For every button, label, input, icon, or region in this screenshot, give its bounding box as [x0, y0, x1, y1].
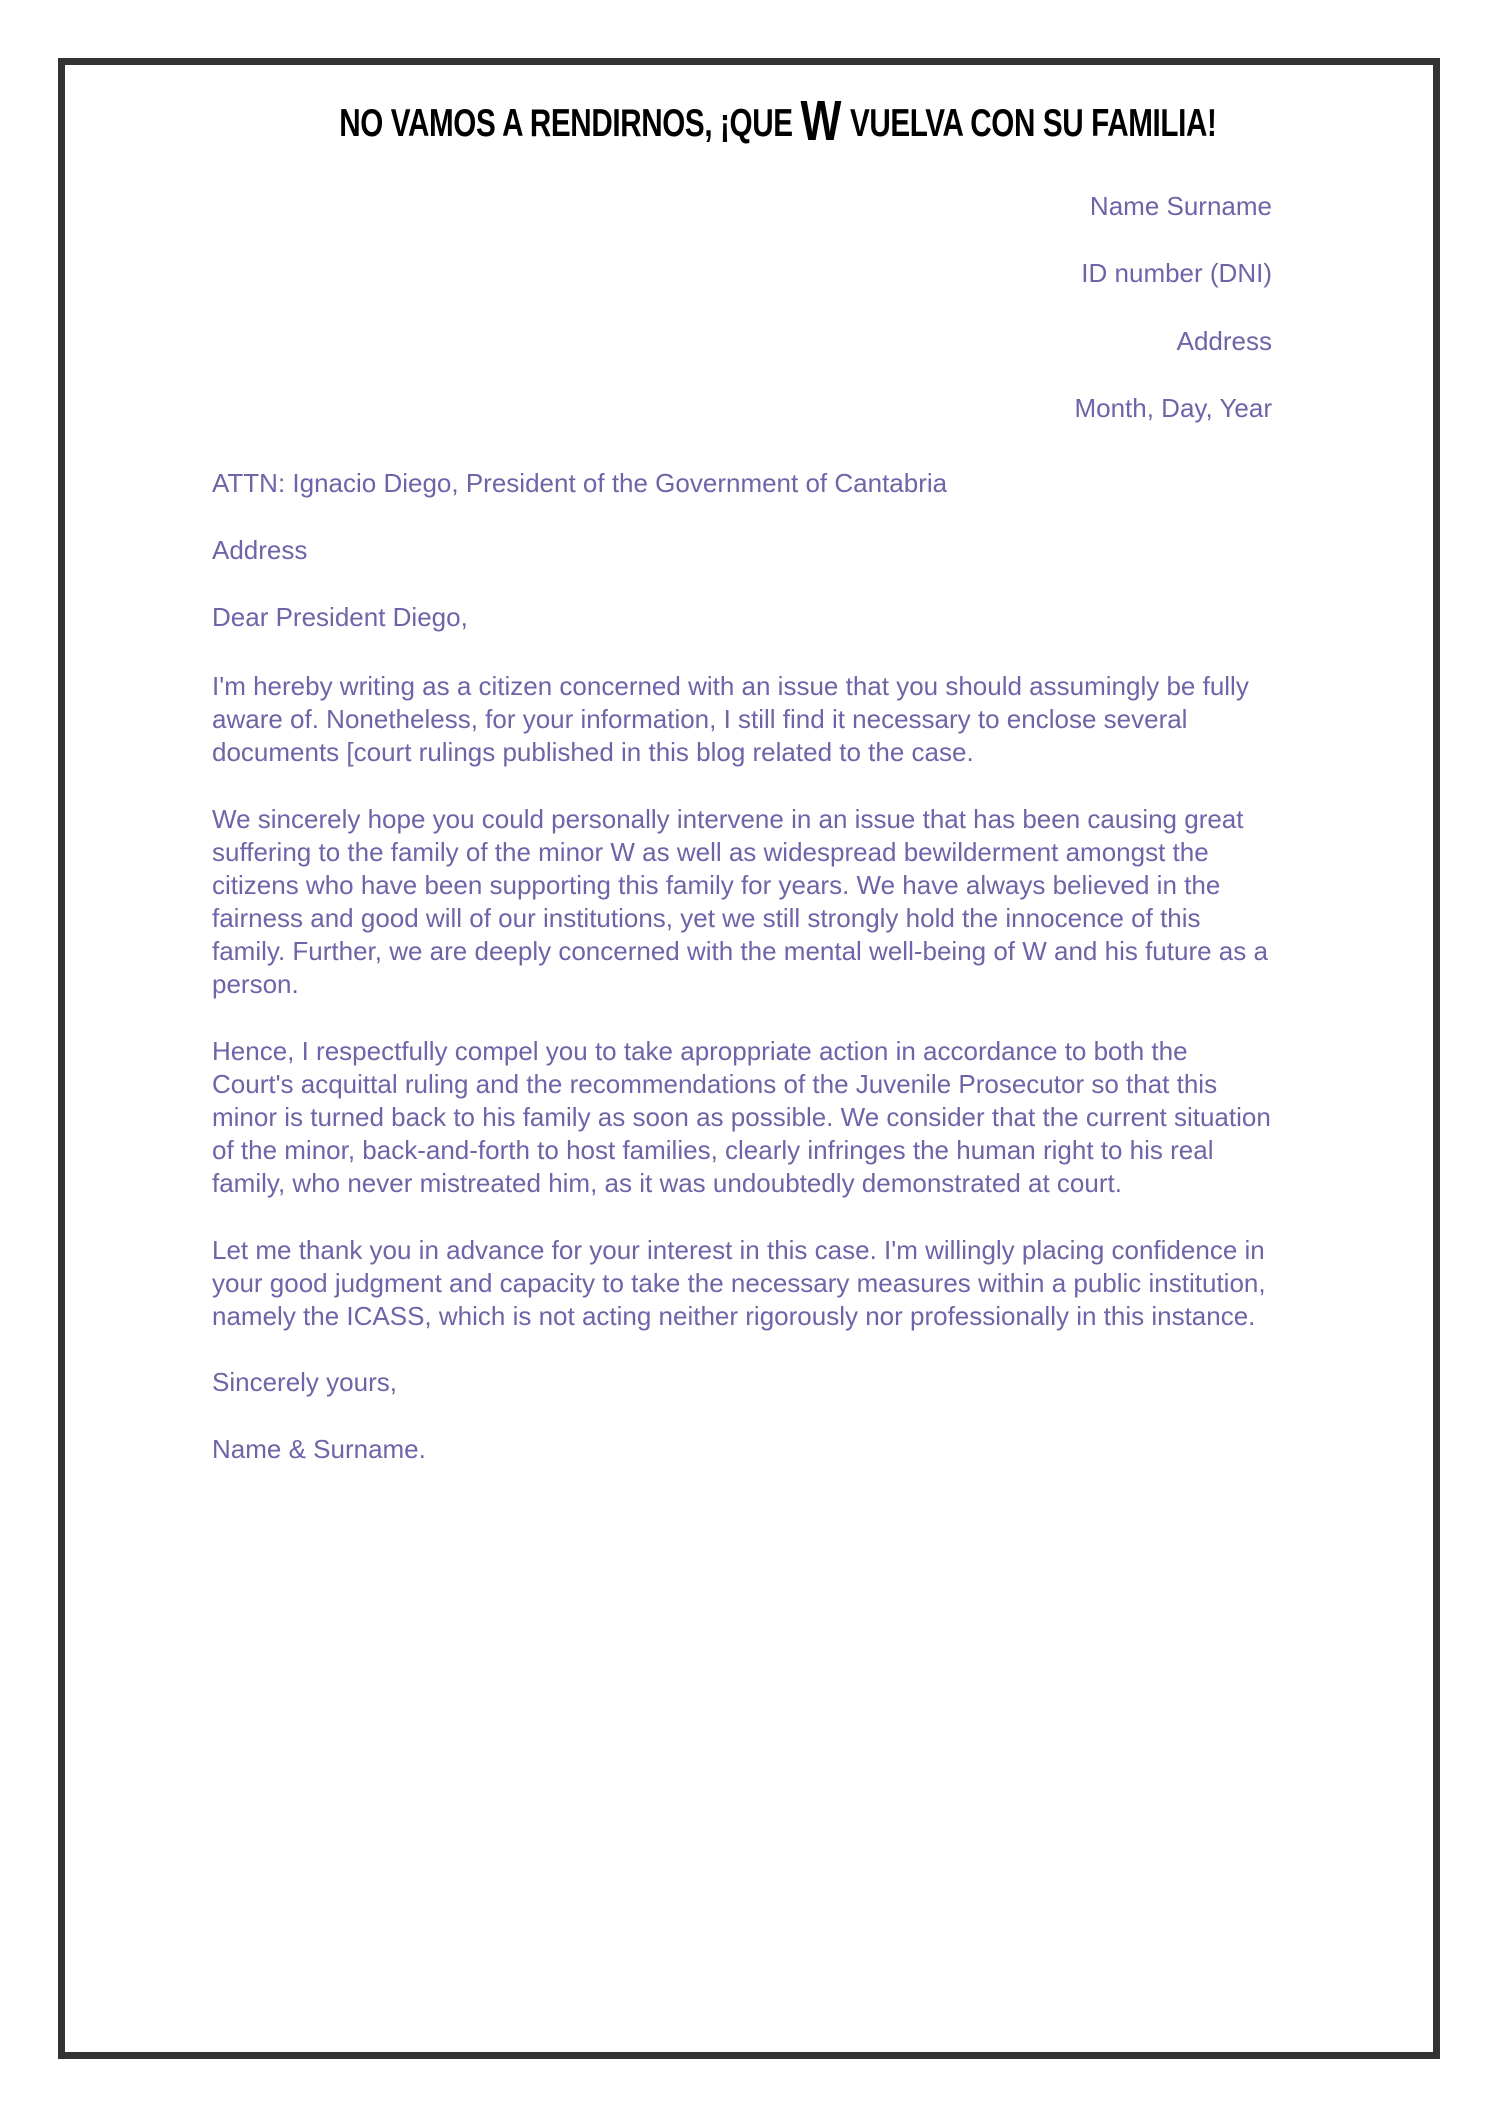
signature-name: Name & Surname. — [212, 1433, 426, 1464]
letter-sheet — [212, 89, 1272, 1465]
body-paragraph-1: I'm hereby writing as a citizen concerned with an issue that you should assumingly be fully aware of. Nonetheless, for your information, I still find it necessary to enclose several documents [court rulings published in this blog related to the case. — [212, 670, 1249, 767]
body-paragraph-4: Let me thank you in advance for your interest in this case. I'm willingly placing confidence in your good judgment and capacity to take the necessary measures within a public institution, namely the ICASS, which is not acting neither rigorously nor professionally in this instance. — [212, 1234, 1266, 1331]
sender-block — [212, 191, 1272, 424]
sender-id-number: ID number (DNI) — [1081, 258, 1272, 289]
recipient-address: Address — [212, 535, 308, 566]
title-emphasis-w: W — [800, 89, 843, 153]
salutation: Dear President Diego, — [212, 602, 468, 633]
sender-address: Address — [1176, 325, 1272, 356]
body-paragraph-3: Hence, I respectfully compel you to take aproppriate action in accordance to both the Court's acquittal ruling and the recommendations of the Juvenile Prosecutor so that this minor is turned back to his family as soon as possible. We consider that the current situation of the minor, back-and-forth to host families, clearly infringes the human right to his real family, who never mistreated him, as it was undoubtedly demonstrated at court. — [212, 1035, 1271, 1198]
body-paragraph-2: We sincerely hope you could personally intervene in an issue that has been causing great suffering to the family of the minor W as well as widespread bewilderment amongst the citizens who have been supporting this family for years. We have always believed in the fairness and good will of our institutions, yet we still strongly hold the innocence of this family. Further, we are deeply concerned with the mental well-being of W and his future as a person. — [212, 803, 1268, 999]
recipient-attn-line: ATTN: Ignacio Diego, President of the Government of Cantabria — [212, 468, 948, 499]
title-text-before: NO VAMOS A RENDIRNOS, ¡QUE — [339, 102, 801, 145]
page-title — [339, 89, 1217, 153]
valediction: Sincerely yours, — [212, 1366, 397, 1397]
letter-body — [212, 468, 1272, 1465]
closing-block — [212, 1367, 1272, 1465]
title-text-after: VUELVA CON SU FAMILIA! — [842, 102, 1217, 145]
letter-date: Month, Day, Year — [1074, 392, 1272, 423]
sender-name: Name Surname — [1089, 191, 1272, 222]
